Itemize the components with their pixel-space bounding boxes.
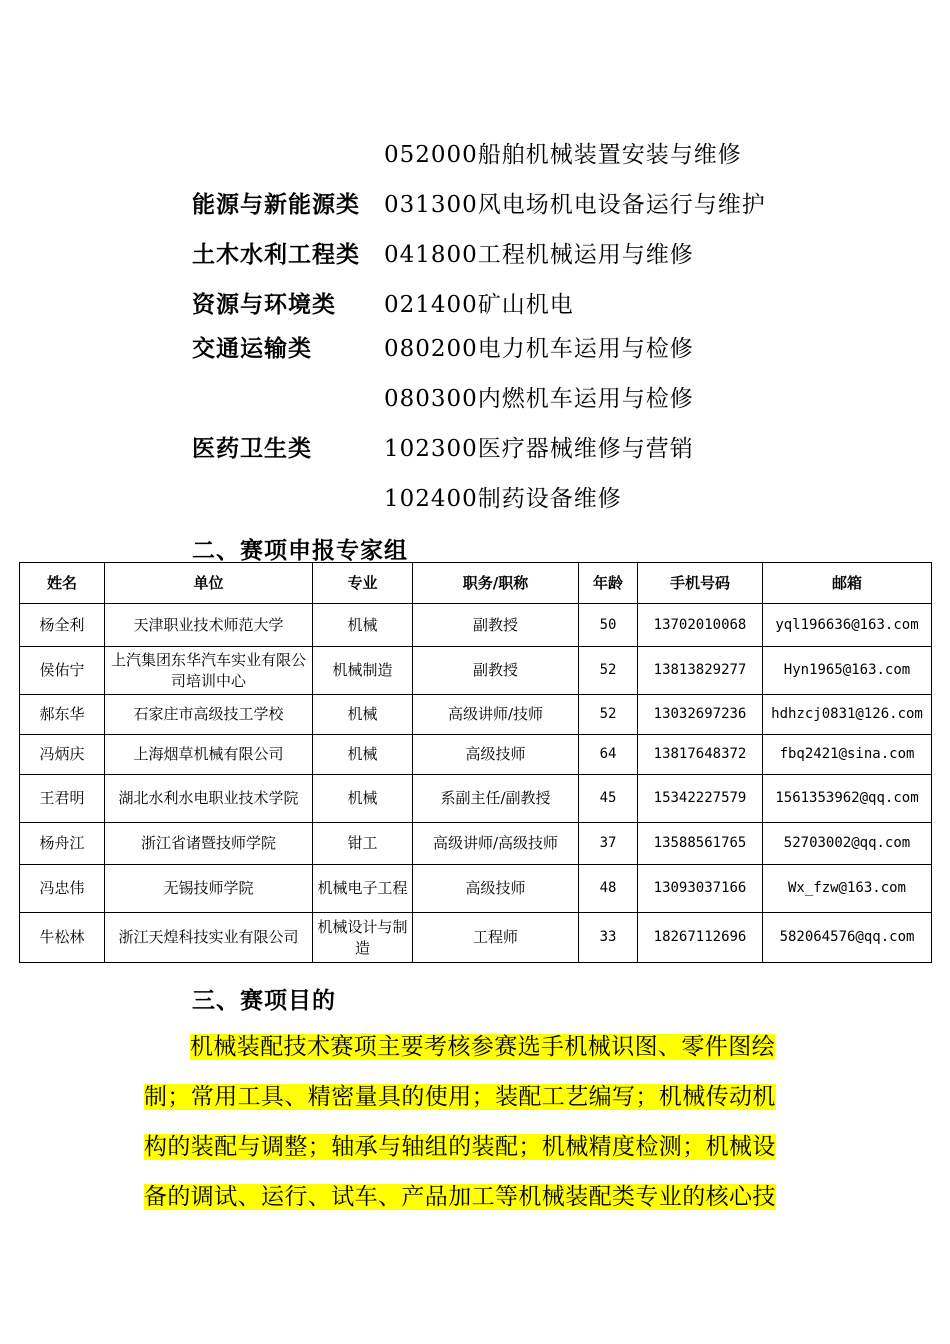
- table-cell: 1561353962@qq.com: [763, 775, 932, 823]
- table-cell: 机械电子工程: [313, 865, 413, 913]
- table-cell: 33: [579, 913, 638, 963]
- table-cell: 王君明: [20, 775, 105, 823]
- major-label: 102400制药设备维修: [384, 486, 622, 512]
- category-label: 能源与新能源类: [192, 192, 360, 218]
- table-cell: 浙江省诸暨技师学院: [105, 823, 313, 865]
- table-cell: 13813829277: [638, 647, 763, 695]
- table-cell: 机械: [313, 775, 413, 823]
- table-cell: 湖北水利水电职业技术学院: [105, 775, 313, 823]
- table-cell: 机械设计与制造: [313, 913, 413, 963]
- table-cell: 副教授: [413, 604, 579, 647]
- table-cell: 杨全利: [20, 604, 105, 647]
- table-row: [20, 647, 932, 695]
- major-label: 031300风电场机电设备运行与维护: [384, 192, 766, 218]
- purpose-paragraph: [144, 1022, 810, 1222]
- column-header: 职务/职称: [413, 563, 579, 604]
- table-cell: 浙江天煌科技实业有限公司: [105, 913, 313, 963]
- column-header: 专业: [313, 563, 413, 604]
- column-header: 邮箱: [763, 563, 932, 604]
- paragraph-line: [144, 1122, 810, 1172]
- table-row: [20, 775, 932, 823]
- paragraph-line: [144, 1022, 810, 1072]
- category-row: [0, 480, 950, 520]
- category-row: [0, 186, 950, 226]
- table-cell: 18267112696: [638, 913, 763, 963]
- table-cell: 冯炳庆: [20, 735, 105, 775]
- major-label: 080300内燃机车运用与检修: [384, 386, 694, 412]
- table-cell: 高级讲师/高级技师: [413, 823, 579, 865]
- table-cell: 52: [579, 695, 638, 735]
- major-label: 052000船舶机械装置安装与维修: [384, 142, 742, 168]
- column-header: 手机号码: [638, 563, 763, 604]
- category-row: [0, 286, 950, 326]
- highlighted-text: 备的调试、运行、试车、产品加工等机械装配类专业的核心技: [144, 1184, 776, 1210]
- category-label: 医药卫生类: [192, 436, 312, 462]
- category-row: [0, 380, 950, 420]
- table-cell: 钳工: [313, 823, 413, 865]
- table-cell: 上汽集团东华汽车实业有限公司培训中心: [105, 647, 313, 695]
- table-cell: 郝东华: [20, 695, 105, 735]
- table-cell: 13702010068: [638, 604, 763, 647]
- table-cell: 64: [579, 735, 638, 775]
- table-row: [20, 735, 932, 775]
- category-row: [0, 330, 950, 370]
- highlighted-text: 制；常用工具、精密量具的使用；装配工艺编写；机械传动机: [144, 1084, 776, 1110]
- table-cell: 50: [579, 604, 638, 647]
- category-row: [0, 430, 950, 470]
- table-cell: 高级技师: [413, 865, 579, 913]
- highlighted-text: 机械装配技术赛项主要考核参赛选手机械识图、零件图绘: [190, 1034, 775, 1060]
- experts-table: [19, 562, 932, 963]
- column-header: 单位: [105, 563, 313, 604]
- column-header: 年龄: [579, 563, 638, 604]
- table-cell: 天津职业技术师范大学: [105, 604, 313, 647]
- table-row: [20, 865, 932, 913]
- highlighted-text: 构的装配与调整；轴承与轴组的装配；机械精度检测；机械设: [144, 1134, 776, 1160]
- table-cell: Wx_fzw@163.com: [763, 865, 932, 913]
- table-cell: 15342227579: [638, 775, 763, 823]
- column-header: 姓名: [20, 563, 105, 604]
- table-cell: 机械: [313, 695, 413, 735]
- table-cell: 上海烟草机械有限公司: [105, 735, 313, 775]
- paragraph-line: [144, 1172, 810, 1222]
- table-cell: 高级讲师/技师: [413, 695, 579, 735]
- table-cell: 侯佑宁: [20, 647, 105, 695]
- table-cell: 582064576@qq.com: [763, 913, 932, 963]
- paragraph-line: [144, 1072, 810, 1122]
- category-label: 土木水利工程类: [192, 242, 360, 268]
- table-cell: 45: [579, 775, 638, 823]
- table-cell: 52: [579, 647, 638, 695]
- table-row: [20, 913, 932, 963]
- section-heading: 三、赛项目的: [192, 988, 336, 1014]
- table-cell: 13032697236: [638, 695, 763, 735]
- table-cell: 13588561765: [638, 823, 763, 865]
- table-cell: 高级技师: [413, 735, 579, 775]
- table-cell: 13817648372: [638, 735, 763, 775]
- category-row: [0, 236, 950, 276]
- major-label: 041800工程机械运用与维修: [384, 242, 694, 268]
- table-cell: 13093037166: [638, 865, 763, 913]
- table-cell: yql196636@163.com: [763, 604, 932, 647]
- major-label: 021400矿山机电: [384, 292, 574, 318]
- table-cell: 杨舟江: [20, 823, 105, 865]
- category-label: 资源与环境类: [192, 292, 336, 318]
- table-row: [20, 823, 932, 865]
- section-heading: 二、赛项申报专家组: [192, 538, 408, 564]
- table-row: [20, 604, 932, 647]
- table-cell: 系副主任/副教授: [413, 775, 579, 823]
- table-cell: 无锡技师学院: [105, 865, 313, 913]
- major-label: 102300医疗器械维修与营销: [384, 436, 694, 462]
- table-cell: 副教授: [413, 647, 579, 695]
- table-cell: 牛松林: [20, 913, 105, 963]
- table-cell: 机械: [313, 735, 413, 775]
- table-cell: 冯忠伟: [20, 865, 105, 913]
- category-label: 交通运输类: [192, 336, 312, 362]
- table-cell: 48: [579, 865, 638, 913]
- table-row: [20, 695, 932, 735]
- table-header-row: [20, 563, 932, 604]
- table-cell: Hyn1965@163.com: [763, 647, 932, 695]
- table-cell: 机械: [313, 604, 413, 647]
- table-cell: fbq2421@sina.com: [763, 735, 932, 775]
- table-cell: 37: [579, 823, 638, 865]
- table-cell: 石家庄市高级技工学校: [105, 695, 313, 735]
- major-label: 080200电力机车运用与检修: [384, 336, 694, 362]
- table-cell: 机械制造: [313, 647, 413, 695]
- table-cell: hdhzcj0831@126.com: [763, 695, 932, 735]
- table-cell: 工程师: [413, 913, 579, 963]
- table-cell: 52703002@qq.com: [763, 823, 932, 865]
- category-row: [0, 136, 950, 176]
